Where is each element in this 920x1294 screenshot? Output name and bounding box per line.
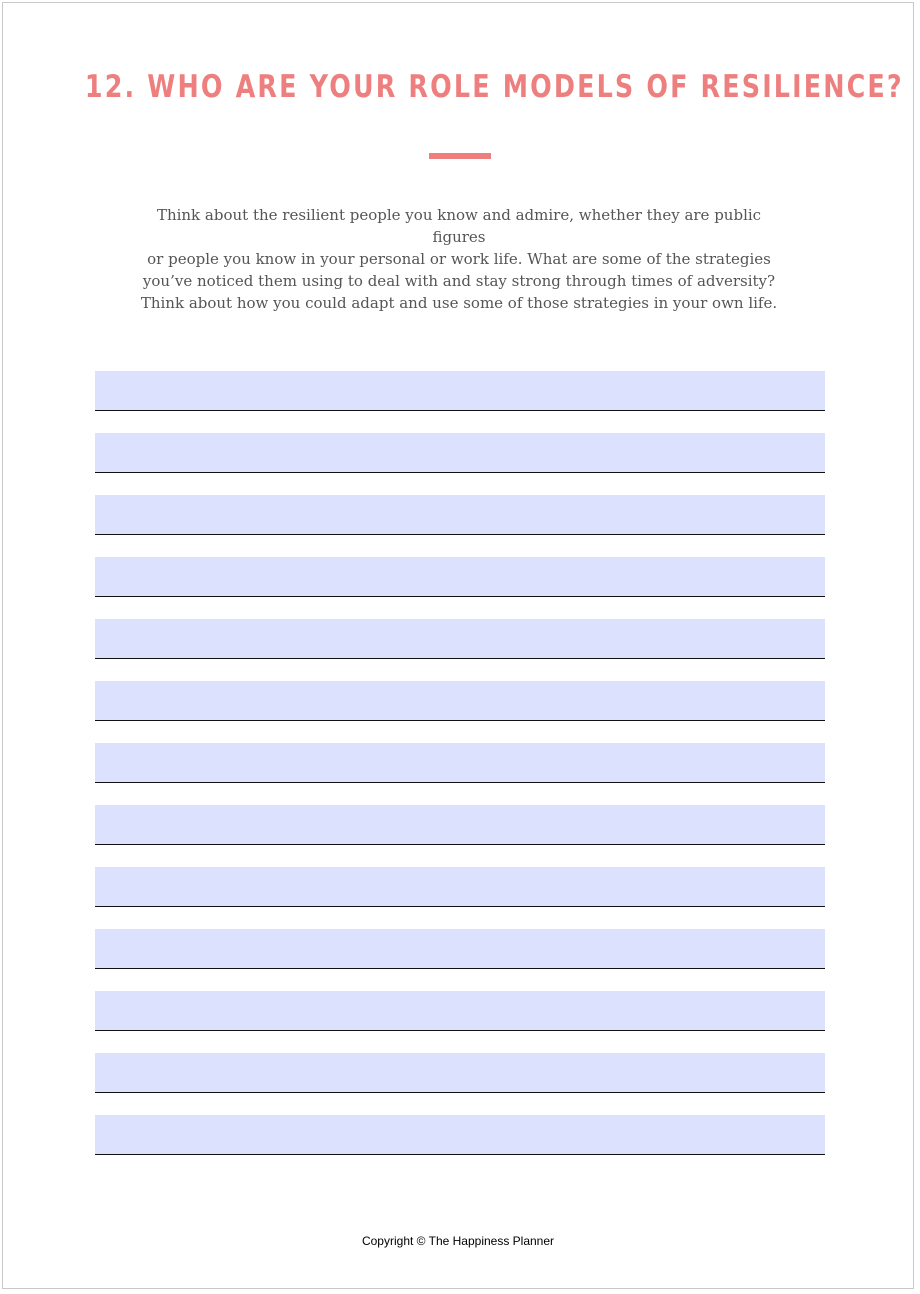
writing-line[interactable] [95,495,825,535]
worksheet-page [2,2,914,1289]
copyright-footer: Copyright © The Happiness Planner [361,1234,555,1248]
writing-line[interactable] [95,867,825,907]
intro-line: Think about the resilient people you know and admire, whether they are public figures [156,206,762,246]
title-accent-divider [429,153,491,159]
intro-line: or people you know in your personal or work life. What are some of the strategies [147,250,771,268]
writing-line[interactable] [95,1053,825,1093]
writing-line[interactable] [95,805,825,845]
writing-line[interactable] [95,371,825,411]
page-title: 12. WHO ARE YOUR ROLE MODELS OF RESILIENCE? [84,69,904,105]
writing-line[interactable] [95,743,825,783]
writing-line[interactable] [95,619,825,659]
intro-line: Think about how you could adapt and use some of those strategies in your own life. [140,294,778,312]
intro-line: you’ve noticed them using to deal with and stay strong through times of adversity? [142,272,776,290]
writing-line[interactable] [95,557,825,597]
writing-line[interactable] [95,991,825,1031]
writing-line[interactable] [95,929,825,969]
intro-paragraph [133,204,785,314]
writing-line[interactable] [95,681,825,721]
writing-line[interactable] [95,433,825,473]
writing-line[interactable] [95,1115,825,1155]
